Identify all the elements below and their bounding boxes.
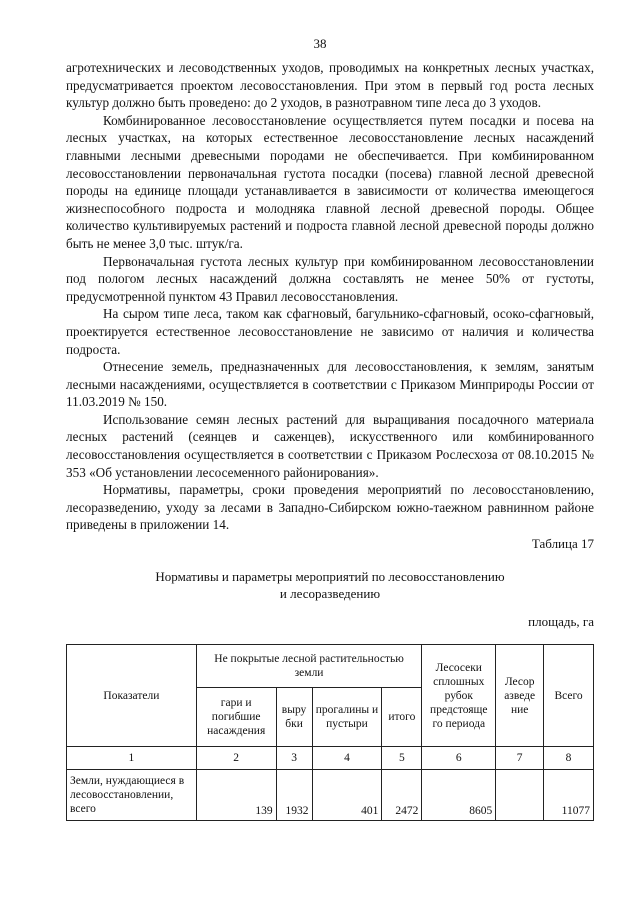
paragraph-1: агротехнических и лесоводственных уходов, проводимых на конкретных лесных участках, предусматривается проектом лесовосстановления. При этом в первый год роста лесных культур должно быть проведено: до 2 уходов, в разнотравном типе леса до 3 уходов. <box>66 60 594 111</box>
paragraph-2: Комбинированное лесовосстановление осуществляется путем посадки и посева на лесных участках, на которых естественное лесовосстановление лесных насаждений главными лесными древесными породами не обеспечивается. При комбинированном лесовосстановлении первоначальная густота посадки (посева) главной лесной древесной породы на единице площади устанавливается в зависимости от количества имеющегося жизнеспособного подроста и молодняка главной лесной древесной породы. Общее количество культивируемых растений и подроста главной лесной древесной породы должно быть не менее 3,0 тыс. штук/га. <box>66 112 594 251</box>
table-row <box>67 770 594 821</box>
header-subtotal: итого <box>382 688 422 747</box>
body-text <box>66 59 594 534</box>
table-label: Таблица 17 <box>531 536 594 551</box>
header-clearings: выру бки <box>276 688 312 747</box>
table-title-line-2: и лесоразведению <box>279 586 381 601</box>
paragraph-5: Отнесение земель, предназначенных для лесовосстановления, к землям, занятым лесными насаждениями, осуществляется в соответствии с Приказом Минприроды России от 11.03.2019 № 150. <box>66 359 594 410</box>
table-title <box>66 568 594 602</box>
header-burned: гари и погибшие насаждения <box>196 688 276 747</box>
header-not-covered: Не покрытые лесной растительностью земли <box>196 645 422 688</box>
header-total: Всего <box>544 645 594 747</box>
cell-afforestation <box>496 770 544 821</box>
cell-burned: 139 <box>196 770 276 821</box>
row-label: Земли, нуждающиеся в лесовосстановлении, всего <box>67 770 197 821</box>
cell-glades: 401 <box>312 770 382 821</box>
paragraph-7: Нормативы, параметры, сроки проведения мероприятий по лесовосстановлению, лесоразведению, уходу за лесами в Западно-Сибирском южно-таежном равнинном районе приведены в приложении 14. <box>66 482 594 533</box>
column-number: 7 <box>496 747 544 770</box>
table-header-row-1 <box>67 645 594 688</box>
page-number: 38 <box>313 36 327 51</box>
unit-label: площадь, га <box>528 614 594 629</box>
header-glades: прогалины и пустыри <box>312 688 382 747</box>
table-title-line-1: Нормативы и параметры мероприятий по лесовосстановлению <box>155 569 505 584</box>
paragraph-3: Первоначальная густота лесных культур при комбинированном лесовосстановлении под пологом лесных насаждений должна составлять не менее 50% от густоты, предусмотренной пунктом 43 Правил лесовосстановления. <box>66 253 594 304</box>
paragraph-6: Использование семян лесных растений для выращивания посадочного материала лесных растений (сеянцев и саженцев), искусственного или комбинированного лесовосстановления осуществляется в соответствии с Приказом Рослесхоза от 08.10.2015 № 353 «Об установлении лесосеменного районирования». <box>66 411 594 480</box>
column-number-row <box>67 747 594 770</box>
column-number: 2 <box>196 747 276 770</box>
header-afforestation: Лесор азведе ние <box>496 645 544 747</box>
cell-clearings: 1932 <box>276 770 312 821</box>
header-cutting-areas: Лесосеки сплошных рубок предстояще го периода <box>422 645 496 747</box>
cell-subtotal: 2472 <box>382 770 422 821</box>
header-indicators: Показатели <box>67 645 197 747</box>
column-number: 6 <box>422 747 496 770</box>
column-number: 5 <box>382 747 422 770</box>
column-number: 3 <box>276 747 312 770</box>
cell-cutting-areas: 8605 <box>422 770 496 821</box>
column-number: 1 <box>67 747 197 770</box>
norms-table <box>66 644 594 821</box>
column-number: 8 <box>544 747 594 770</box>
paragraph-4: На сыром типе леса, таком как сфагновый, багульнико-сфагновый, осоко-сфагновый, проектируется естественное лесовосстановление не зависимо от наличия и количества подроста. <box>66 306 594 357</box>
cell-total: 11077 <box>544 770 594 821</box>
column-number: 4 <box>312 747 382 770</box>
